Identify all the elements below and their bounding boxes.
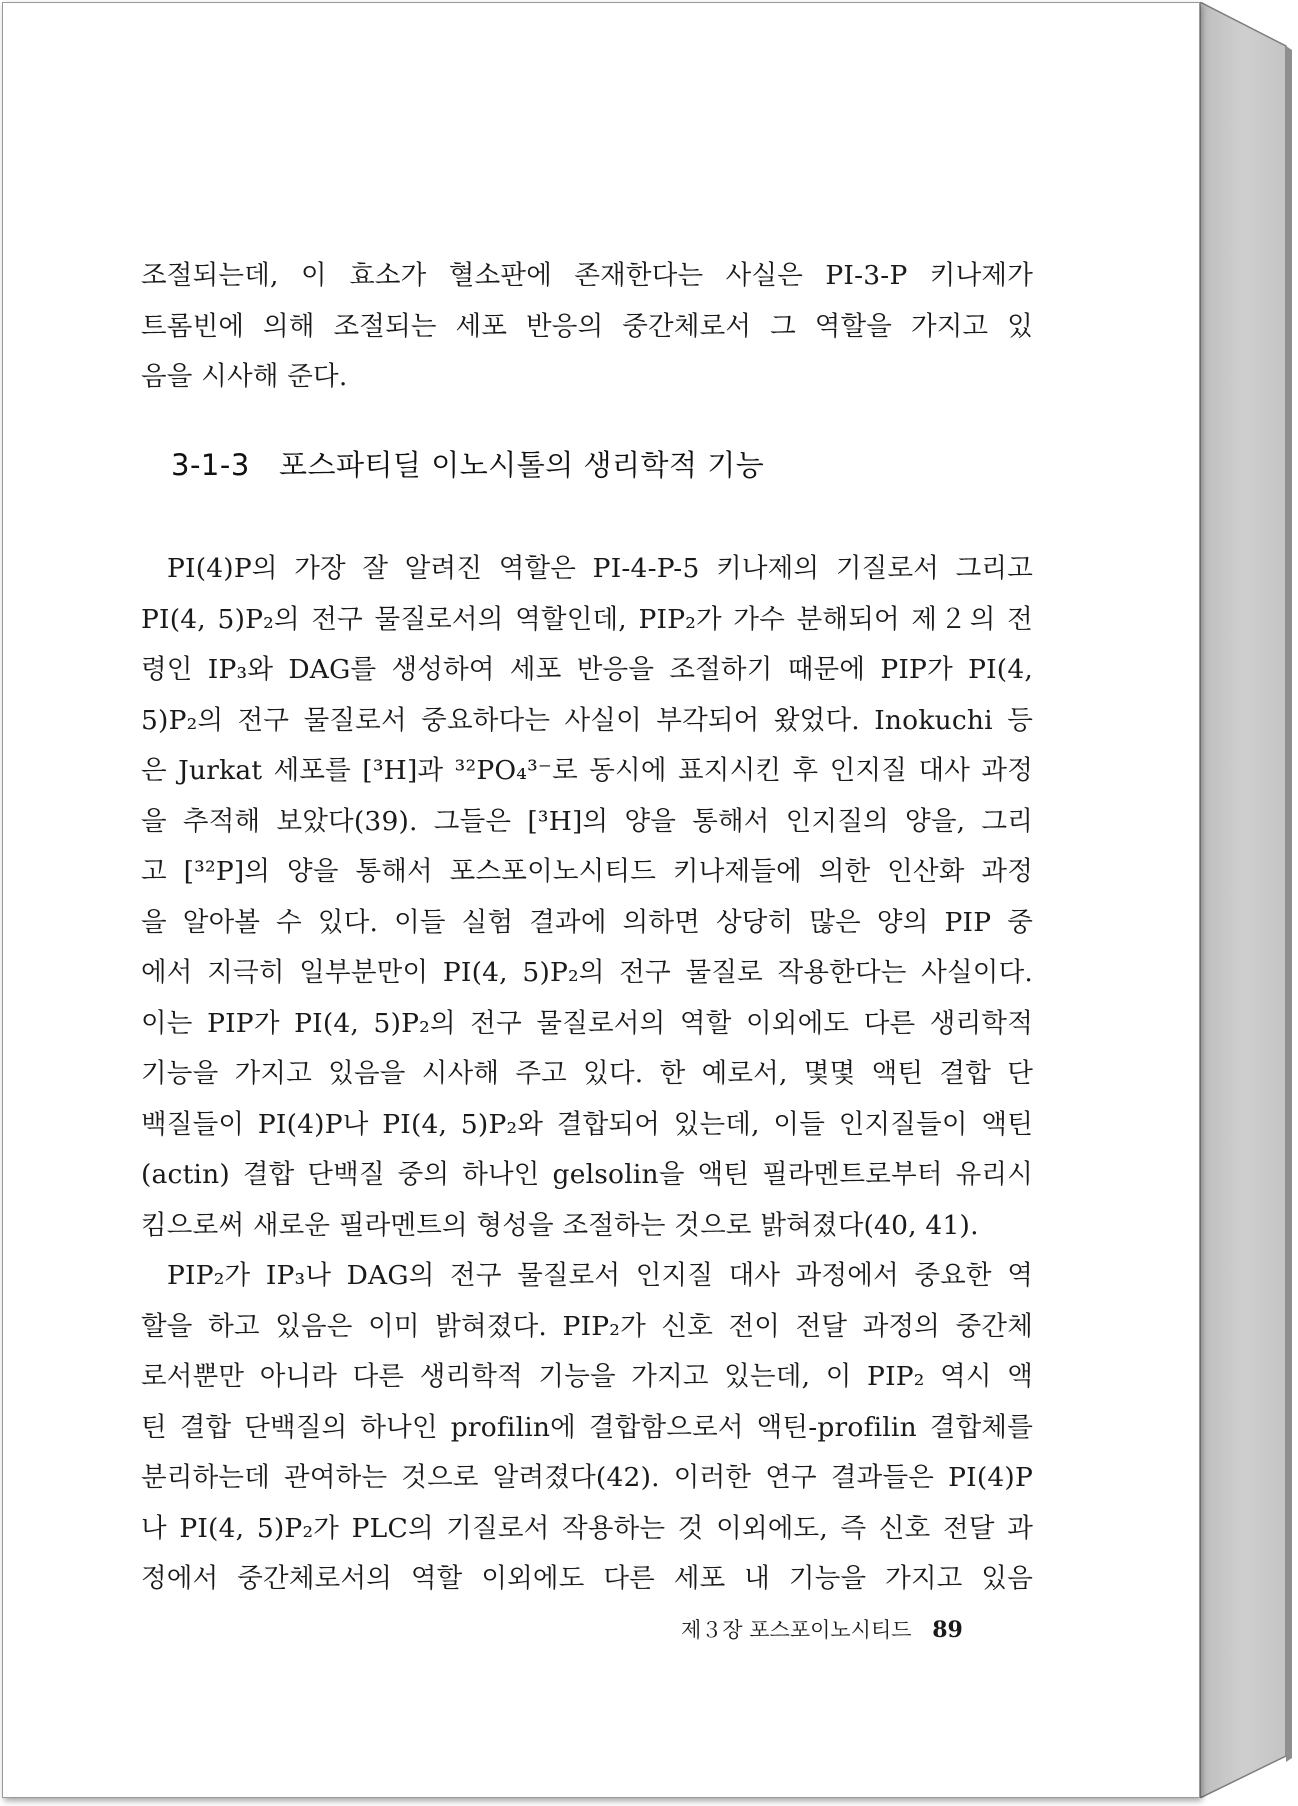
text-line: PI(4)P의 가장 잘 알려진 역할은 PI-4-P-5 키나제의 기질로서 그리고: [167, 553, 1033, 584]
page-edge: [1200, 2, 1296, 1798]
text-line: 령인 IP₃와 DAG를 생성하여 세포 반응을 조절하기 때문에 PIP가 PI(4,: [141, 654, 1033, 685]
text-line: 고 [³²P]의 양을 통해서 포스포이노시티드 키나제들에 의한 인산화 과정: [141, 856, 1033, 887]
section-heading: [171, 443, 764, 484]
text-line: 로서뿐만 아니라 다른 생리학적 기능을 가지고 있는데, 이 PIP₂ 역시 액: [141, 1361, 1033, 1392]
section-title: 포스파티딜 이노시톨의 생리학적 기능: [278, 448, 765, 482]
text-line: 틴 결합 단백질의 하나인 profilin에 결합함으로서 액틴-profilin 결합체를: [141, 1411, 1033, 1443]
page-number: 89: [932, 1617, 963, 1643]
text-line: (actin) 결합 단백질 중의 하나인 gelsolin을 액틴 필라멘트로부터 유리시: [141, 1159, 1033, 1190]
book-page: [2, 2, 1200, 1798]
chapter-title: 제３장 포스포이노시티드: [681, 1618, 912, 1642]
text-line: 백질들이 PI(4)P나 PI(4, 5)P₂와 결합되어 있는데, 이들 인지질들이 액틴: [141, 1108, 1033, 1140]
main-text: [141, 544, 1033, 1605]
text-line: 을 알아볼 수 있다. 이들 실험 결과에 의하면 상당히 많은 양의 PIP 중: [141, 906, 1033, 938]
text-line: 기능을 가지고 있음을 시사해 주고 있다. 한 예로서, 몇몇 액틴 결합 단: [141, 1058, 1033, 1089]
text-line: 할을 하고 있음은 이미 밝혀졌다. PIP₂가 신호 전이 전달 과정의 중간체: [141, 1310, 1033, 1342]
text-line: 이는 PIP가 PI(4, 5)P₂의 전구 물질로서의 역할 이외에도 다른 생리학적: [141, 1007, 1033, 1039]
book: [2, 2, 1298, 1804]
text-line: PIP₂가 IP₃나 DAG의 전구 물질로서 인지질 대사 과정에서 중요한 역: [167, 1260, 1033, 1291]
text-line: 5)P₂의 전구 물질로서 중요하다는 사실이 부각되어 왔었다. Inokuchi 등: [141, 704, 1033, 736]
text-line: 나 PI(4, 5)P₂가 PLC의 기질로서 작용하는 것 이외에도, 즉 신호 전달 과: [141, 1512, 1033, 1544]
text-line: 은 Jurkat 세포를 [³H]과 ³²PO₄³⁻로 동시에 표지시킨 후 인지질 대사 과정: [141, 755, 1033, 786]
text-line: 음을 시사해 준다.: [141, 361, 348, 392]
text-line: 트롬빈에 의해 조절되는 세포 반응의 중간체로서 그 역할을 가지고 있: [141, 310, 1033, 342]
text-line: PI(4, 5)P₂의 전구 물질로서의 역할인데, PIP₂가 가수 분해되어 제２의 전: [141, 603, 1033, 635]
text-line: 정에서 중간체로서의 역할 이외에도 다른 세포 내 기능을 가지고 있음: [141, 1563, 1033, 1594]
text-line: 조절되는데, 이 효소가 혈소판에 존재한다는 사실은 PI-3-P 키나제가: [141, 260, 1033, 291]
section-number: 3-1-3: [171, 448, 250, 482]
text-line: 킴으로써 새로운 필라멘트의 형성을 조절하는 것으로 밝혀졌다(40, 41).: [141, 1209, 979, 1241]
text-line: 분리하는데 관여하는 것으로 알려졌다(42). 이러한 연구 결과들은 PI(4)P: [141, 1462, 1033, 1493]
text-line: 을 추적해 보았다(39). 그들은 [³H]의 양을 통해서 인지질의 양을, 그리: [141, 805, 1033, 837]
intro-paragraph: [141, 251, 1033, 403]
text-line: 에서 지극히 일부분만이 PI(4, 5)P₂의 전구 물질로 작용한다는 사실이다.: [141, 957, 1033, 988]
page-footer: [681, 1614, 963, 1644]
